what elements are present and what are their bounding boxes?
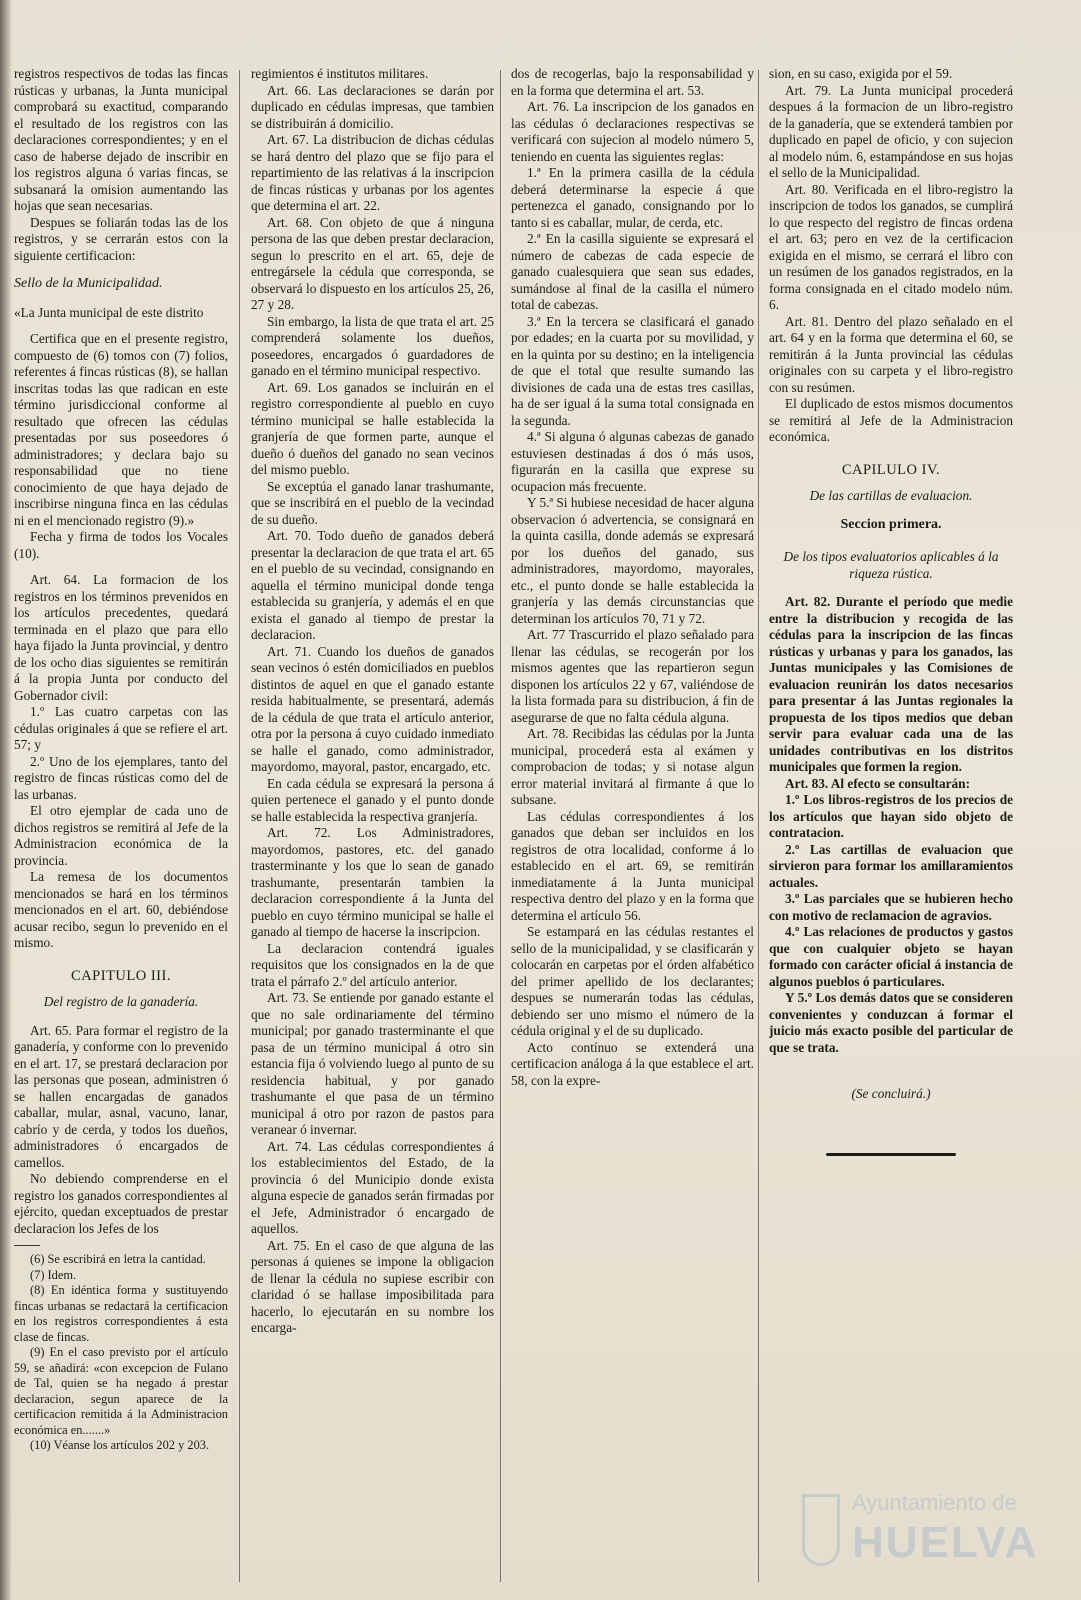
column-4 — [769, 66, 1013, 1570]
column-divider — [500, 70, 501, 1582]
watermark-line1: Ayuntamiento de — [852, 1490, 1017, 1515]
paragraph: Certifica que en el presente registro, compuesto de (6) tomos con (7) folios, referentes á fincas rústicas (8), se hallan inscritas todas las que radican en este término jurisdiccional conforme al resultado que ofrecen las cédulas presentadas por sus poseedores ó administradores; y declara bajo su responsabilidad que no tiene conocimiento de que haya dejado de inscribirse ninguna finca en las cédulas ni en el mencionado registro (9).» — [14, 331, 228, 528]
article-76: Art. 76. La inscripcion de los ganados en las cédulas ó declaraciones respectivas se verificará con sujecion al modelo número 5, teniendo en cuenta las siguientes reglas: — [511, 99, 754, 164]
column-2 — [251, 66, 494, 1570]
chapter-4-title: CAPILULO IV. — [841, 461, 941, 478]
article-67: Art. 67. La distribucion de dichas cédulas se hará dentro del plazo que se fijo para el repartimiento de las relativas á la inscripcion de fincas rústicas y urbanas por los agentes que determina el art. 22. — [251, 132, 494, 213]
paragraph: dos de recogerlas, bajo la responsabilidad y en la forma que determina el art. 53. — [511, 66, 754, 98]
article-70: Art. 70. Todo dueño de ganados deberá presentar la declaracion de que trata el art. 65 en el pueblo de su vecindad, consignando en aquella el término municipal donde tenga establecida su granjería, y además el en que exista el ganado al tiempo de prestar la declaracion. — [251, 528, 494, 642]
article-74: Art. 74. Las cédulas correspondientes á los establecimientos del Estado, de la provincia ó del Municipio donde exista alguna especie de ganados serán firmadas por el Jefe, Administrador ó encargado de aquellos. — [251, 1138, 494, 1236]
article-75: Art. 75. En el caso de que alguna de las personas á quienes se impone la obligacion de llenar la cédula no supiese escribir con claridad ó se hallase imposibilitada para hacerlo, lo ejecutarán en su nombre los encarga- — [251, 1237, 494, 1335]
footnote: (8) En idéntica forma y sustituyendo fincas urbanas se redactará la certificacion en los registros correspondientes á esta clase de fincas. — [14, 1283, 228, 1344]
list-item: Y 5.º Los demás datos que se consideren convenientes y conduzcan á formar el juicio más exacto posible del particular de que se trata. — [769, 990, 1013, 1055]
to-be-continued: (Se concluirá.) — [851, 1086, 931, 1101]
list-item: 4.º Las relaciones de productos y gastos que con cualquier objeto se hayan formado con carácter oficial á instancia de algunos pueblos ó particulares. — [769, 924, 1013, 989]
paragraph: No debiendo comprenderse en el registro los ganados correspondientes al ejército, quedan exceptuados de prestar declaracion los Jefes de los — [14, 1171, 228, 1236]
article-79: Art. 79. La Junta municipal procederá despues á la formacion de un libro-registro de la ganadería, que se extenderá tambien por duplicado en papel de oficio, y con sujecion al modelo núm. 6, estampándose en sus hojas el sello de la Municipalidad. — [769, 82, 1013, 180]
page-edge-shadow — [0, 0, 12, 1600]
article-72: Art. 72. Los Administradores, mayordomos, pastores, etc. del ganado trasterminante y los que lo sean de ganado trashumante, presentarán tambien la declaracion correspondiente á la Junta del pueblo en cuyo término municipal se halle el ganado al tiempo de hacerse la inscripcion. — [251, 825, 494, 939]
paragraph: Se estampará en las cédulas restantes el sello de la municipalidad, y se clasificarán y colocarán en carpetas por el órden alfabético del primer apellido de los declarantes; despues se numerarán todas las cédulas, debiendo ser uno mismo el número de la cédula original y el de su duplicado. — [511, 924, 754, 1038]
article-64: Art. 64. La formacion de los registros en los términos prevenidos en los artículos precedentes, quedará terminada en el plazo que para ello haya fijado la Junta provincial, y dentro de los ocho dias siguientes se remitirán á la propia Junta por conducto del Gobernador civil: — [14, 572, 228, 703]
article-69: Art. 69. Los ganados se incluirán en el registro correspondiente al pueblo en cuyo término municipal se halle establecida la granjería de que formen parte, aunque el dueño ó dueños del ganado no sean vecinos del mismo pueblo. — [251, 379, 494, 477]
article-66: Art. 66. Las declaraciones se darán por duplicado en cédulas impresas, que tambien se distribuirán á domicilio. — [251, 82, 494, 131]
paragraph: «La Junta municipal de este distrito — [14, 304, 204, 320]
article-77: Art. 77 Trascurrido el plazo señalado para llenar las cédulas, se recogerán por los mismos agentes que las repartieron segun disponen los artículos 22 y 67, valiéndose de la lista formada para su distribucion, á fin de asegurarse de que no falta cédula alguna. — [511, 627, 754, 725]
footnote: (7) Idem. — [30, 1267, 77, 1282]
footnote: (9) En el caso previsto por el artículo 59, se añadirá: «con excepcion de Fulano de Tal, quien se ha negado á prestar declaracion, segun aparece de la certificacion remitida á la Administracion económica en.......» — [14, 1345, 228, 1437]
article-68: Art. 68. Con objeto de que á ninguna persona de las que deben prestar declaracion, segun lo prescrito en el art. 65, deje de entregársele la cédula que corresponda, se observará lo dispuesto en los artículos 25, 26, 27 y 28. — [251, 214, 494, 312]
paragraph: registros respectivos de todas las fincas rústicas y urbanas, la Junta municipal comprobará su exactitud, comparando el resultado de los registros con las declaraciones correspondientes; y en el caso de haberse dejado de inscribir en los registros alguna ó varias fincas, se subsanará la omision aumentando las hojas que sean necesarias. — [14, 66, 228, 213]
seal-heading: Sello de la Municipalidad. — [14, 276, 163, 291]
list-item: 1.º Los libros-registros de los precios de los artículos que hayan sido objeto de contratacion. — [769, 792, 1013, 840]
paragraph: El duplicado de estos mismos documentos se remitirá al Jefe de la Administracion económica. — [769, 396, 1013, 444]
chapter-3-title: CAPITULO III. — [71, 967, 171, 984]
paragraph: El otro ejemplar de cada uno de dichos registros se remitirá al Jefe de la Administracion económica de la provincia. — [14, 803, 228, 868]
article-83: Art. 83. Al efecto se consultarán: — [785, 775, 971, 791]
paragraph: Despues se foliarán todas las de los registros, y se cerrarán estos con la siguiente certificacion: — [14, 214, 228, 263]
paragraph: sion, en su caso, exigida por el 59. — [769, 66, 953, 81]
column-divider — [758, 70, 759, 1582]
article-71: Art. 71. Cuando los dueños de ganados sean vecinos ó estén domiciliados en pueblos distintos de aquel en que el ganado estante resida habitualmente, se presentará, además de la cédula de que trata el artículo anterior, otra por la persona á cuyo cuidado inmediato se halle el ganado, como administrador, mayordomo, mayoral, pastor, encargado, etc. — [251, 643, 494, 774]
paragraph: Las cédulas correspondientes á los ganados que deban ser incluidos en los registros de otra localidad, conforme á lo establecido en el art. 69, se remitirán inmediatamente á la Junta municipal respectiva dentro del plazo y en la forma que determina el artículo 56. — [511, 808, 754, 923]
paragraph: La remesa de los documentos mencionados se hará en los términos mencionados en el art. 60, debiéndose acusar recibo, segun lo prevenido en el mismo. — [14, 869, 228, 950]
column-3 — [511, 66, 754, 1570]
list-item: 2.º Las cartillas de evaluacion que sirvieron para formar los amillaramientos actuales. — [769, 841, 1013, 890]
paragraph: regimientos é institutos militares. — [251, 66, 429, 81]
footnote: (10) Véanse los artículos 202 y 203. — [30, 1438, 210, 1452]
article-80: Art. 80. Verificada en el libro-registro la inscripcion de todos los ganados, se cumplirá lo que respecto del registro de fincas ordena el art. 63; pero en vez de la certificacion exigida en el mismo, se cerrará el libro con un resúmen de los ganados registrados, en la forma consignada en el citado modelo núm. 6. — [769, 181, 1013, 312]
article-78: Art. 78. Recibidas las cédulas por la Junta municipal, procederá esta al exámen y comprobacion de todas; y si notase algun error material invitará al firmante á que lo subsane. — [511, 726, 754, 807]
paragraph: Acto contínuo se extenderá una certificacion análoga á la que establece el art. 58, con la expre- — [511, 1039, 754, 1088]
section-subtitle: De los tipos evaluatorios aplicables á la riqueza rústica. — [783, 549, 999, 581]
end-rule — [826, 1153, 956, 1156]
rule-3: 3.ª En la tercera se clasificará el ganado por edades; en la cuarta por su movilidad, y en la quinta por su destino; en la inteligencia de que el total que resulte sumando las divisiones de cada una de estas tres casillas, ha de ser igual á la suma total consignada en la segunda. — [511, 313, 754, 428]
rule-5: Y 5.ª Si hubiese necesidad de hacer alguna observacion ó advertencia, se consignará en la quinta casilla, donde además se expresará por los dueños del ganado, sus administradores, mayordomo, mayorales, etc., el punto donde se halle establecida la granjería y las demás circunstancias que determinan los artículos 70, 71 y 72. — [511, 495, 754, 626]
chapter-3-subtitle: Del registro de la ganadería. — [43, 994, 199, 1009]
column-1 — [14, 66, 228, 1570]
chapter-4-subtitle: De las cartillas de evaluacion. — [809, 488, 973, 503]
footnote-rule — [14, 1245, 40, 1246]
rule-2: 2.ª En la casilla siguiente se expresará el número de cabezas de cada especie de ganado cualesquiera que sean sus edades, sumándose al final de la casilla el número total de cabezas. — [511, 231, 754, 312]
paragraph: 2.º Uno de los ejemplares, tanto del registro de fincas rústicas como del de las urbanas. — [14, 753, 228, 802]
article-82: Art. 82. Durante el período que medie entre la distribucion y recogida de las cédulas para la inscripcion de las fincas rústicas y urbanas y para los ganados, las Juntas municipales y las Comisiones de evaluacion reunirán los datos necesarios para presentar á las Juntas regionales la propuesta de los tipos medios que deban servir para evaluar cada una de las unidades contributivas en los distritos municipales que formen la region. — [769, 594, 1013, 774]
rule-4: 4.ª Si alguna ó algunas cabezas de ganado estuviesen destinadas á dos ó más usos, figurarán en la casilla que exprese su ocupacion más frecuente. — [511, 429, 754, 494]
section-title: Seccion primera. — [840, 516, 942, 532]
paragraph: La declaracion contendrá iguales requisitos que los consignados en la de que trata el párrafo 2.º del artículo anterior. — [251, 940, 494, 989]
list-item: 3.º Las parciales que se hubieren hecho con motivo de reclamacion de agravios. — [769, 891, 1013, 923]
column-divider — [239, 70, 240, 1582]
footnote: (6) Se escribirá en letra la cantidad. — [30, 1252, 206, 1266]
article-81: Art. 81. Dentro del plazo señalado en el art. 64 y en la forma que determina el 60, se remitirán á la Junta provincial las cédulas originales con su carpeta y el libro-registro con su resúmen. — [769, 313, 1013, 395]
watermark-line2: HUELVA — [852, 1518, 1039, 1567]
paragraph: Se exceptúa el ganado lanar trashumante, que se inscribirá en el pueblo de la vecindad de su dueño. — [251, 478, 494, 527]
rule-1: 1.ª En la primera casilla de la cédula deberá determinarse la especie á que pertenezca el ganado, consignando por lo tanto si es caballar, mular, de cerda, etc. — [511, 165, 754, 230]
paragraph: Sin embargo, la lista de que trata el art. 25 comprenderá solamente los dueños, poseedores, encargados ó guardadores de ganado en el término municipal respectivo. — [251, 313, 494, 378]
article-73: Art. 73. Se entiende por ganado estante el que no sale ordinariamente del término municipal; por ganado trasterminante el que pasa de un término municipal á otro sin estancia fija ó volviendo luego al punto de su residencia habitual, y por ganado trashumante el que pasa de un término municipal á otro por razon de pastos para veranear ó invernar. — [251, 990, 494, 1137]
paragraph: 1.º Las cuatro carpetas con las cédulas originales á que se refiere el art. 57; y — [14, 704, 228, 752]
paragraph: Fecha y firma de todos los Vocales (10). — [14, 529, 228, 561]
paragraph: En cada cédula se expresará la persona á quien pertenece el ganado y el punto donde se halle establecida la respectiva granjería. — [251, 775, 494, 824]
article-65: Art. 65. Para formar el registro de la ganadería, y conforme con lo prevenido en el art. 17, se prestará declaracion por las personas que posean, administren ó se hallen encargadas de ganados caballar, mular, asnal, vacuno, lanar, cabrío y de cerda, y todos los dueños, administradores ó encargados de camellos. — [14, 1022, 228, 1170]
